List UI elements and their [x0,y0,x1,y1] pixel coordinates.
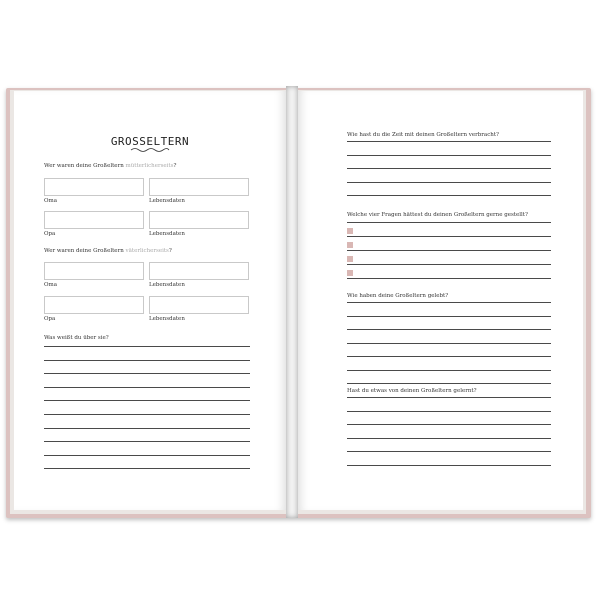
writing-line[interactable] [347,264,551,265]
oma-paternal-name-field[interactable] [44,262,144,280]
label-lebensdaten: Lebensdaten [149,316,185,322]
bullet-checkbox-icon [347,270,353,276]
writing-line[interactable] [347,222,551,223]
oma-maternal-name-field[interactable] [44,178,144,196]
label-oma: Oma [44,198,58,204]
writing-line[interactable] [347,195,551,196]
opa-paternal-dates-field[interactable] [149,296,249,314]
writing-line[interactable] [347,302,551,303]
label-opa: Opa [44,316,56,322]
left-page [14,91,286,510]
writing-line[interactable] [347,383,551,384]
question-how-lived: Wie haben deine Großeltern gelebt? [347,293,449,299]
opa-maternal-name-field[interactable] [44,211,144,229]
oma-paternal-dates-field[interactable] [149,262,249,280]
writing-line[interactable] [347,370,551,371]
question-maternal: Wer waren deine Großeltern mütterlicherseits? [44,163,177,169]
label-lebensdaten: Lebensdaten [149,231,185,237]
label-lebensdaten: Lebensdaten [149,282,185,288]
oma-maternal-dates-field[interactable] [149,178,249,196]
writing-line[interactable] [347,424,551,425]
writing-line[interactable] [347,250,551,251]
writing-line[interactable] [347,438,551,439]
writing-line[interactable] [347,316,551,317]
writing-line[interactable] [44,400,250,401]
writing-line[interactable] [347,343,551,344]
bullet-checkbox-icon [347,256,353,262]
writing-line[interactable] [44,428,250,429]
writing-line[interactable] [347,155,551,156]
writing-line[interactable] [44,468,250,469]
writing-line[interactable] [347,356,551,357]
writing-line[interactable] [44,360,250,361]
right-page [298,91,583,510]
page-title: GROSSELTERN [110,135,190,148]
bullet-checkbox-icon [347,228,353,234]
question-about-them: Was weißt du über sie? [44,335,109,341]
writing-line[interactable] [44,346,250,347]
question-learned: Hast du etwas von deinen Großeltern gelernt? [347,388,477,394]
writing-line[interactable] [347,451,551,452]
writing-line[interactable] [347,397,551,398]
writing-line[interactable] [44,441,250,442]
opa-maternal-dates-field[interactable] [149,211,249,229]
label-lebensdaten: Lebensdaten [149,198,185,204]
writing-line[interactable] [44,373,250,374]
writing-line[interactable] [347,182,551,183]
writing-line[interactable] [347,236,551,237]
writing-line[interactable] [347,329,551,330]
question-time-spent: Wie hast du die Zeit mit deinen Großeltern verbracht? [347,132,499,138]
writing-line[interactable] [347,168,551,169]
book-spine [286,86,298,518]
writing-line[interactable] [44,455,250,456]
writing-line[interactable] [44,414,250,415]
bullet-checkbox-icon [347,242,353,248]
opa-paternal-name-field[interactable] [44,296,144,314]
writing-line[interactable] [44,387,250,388]
question-four-questions: Welche vier Fragen hättest du deinen Großeltern gerne gestellt? [347,212,528,218]
writing-line[interactable] [347,465,551,466]
writing-line[interactable] [347,278,551,279]
question-paternal: Wer waren deine Großeltern väterlicherseits? [44,248,172,254]
wave-ornament-icon [130,147,170,153]
label-opa: Opa [44,231,56,237]
label-oma: Oma [44,282,58,288]
writing-line[interactable] [347,141,551,142]
writing-line[interactable] [347,411,551,412]
